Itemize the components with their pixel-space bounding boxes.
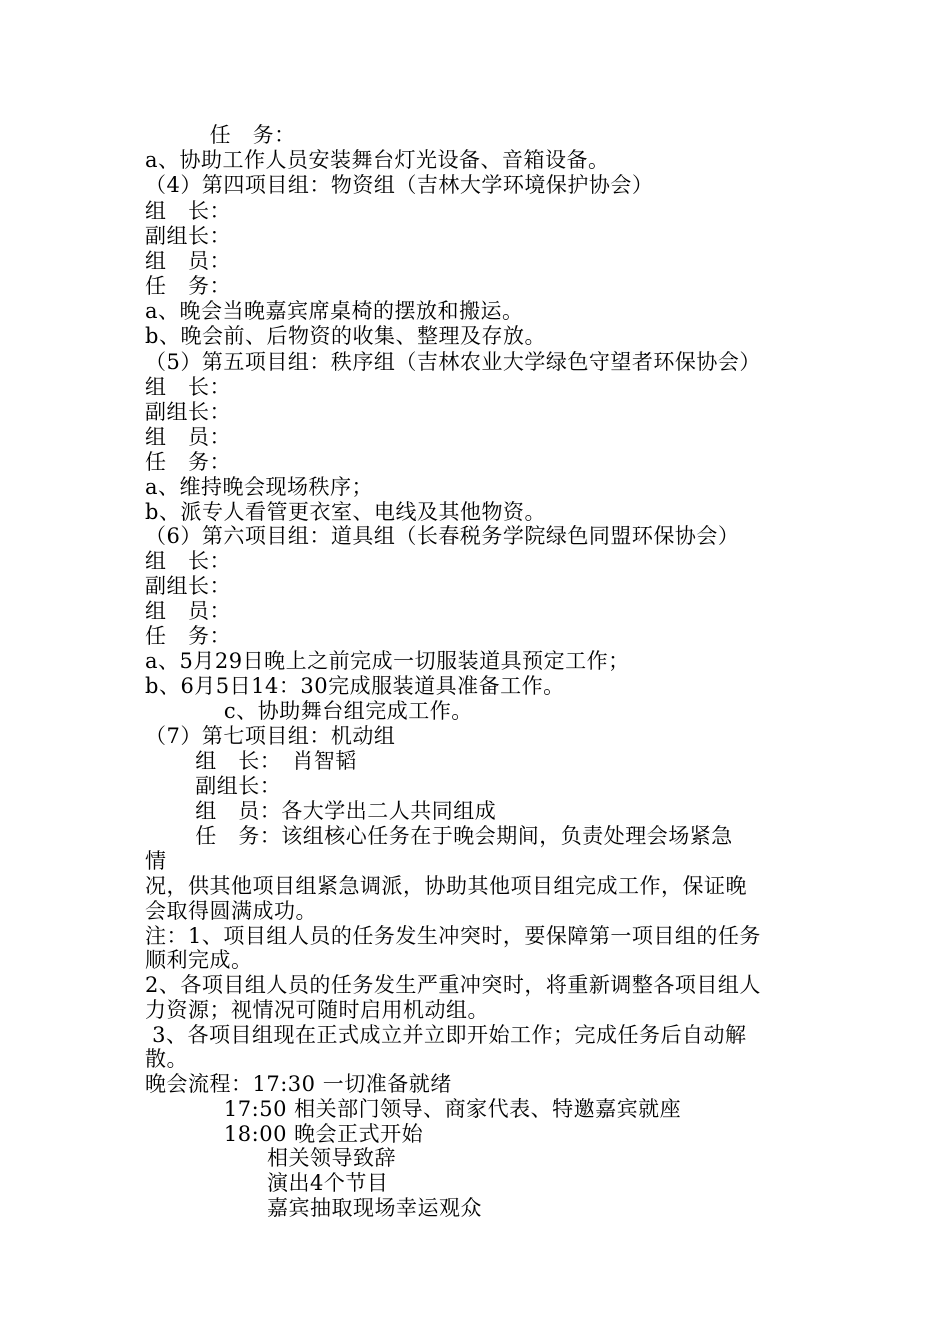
text-line: 嘉宾抽取现场幸运观众 bbox=[145, 1196, 482, 1220]
text-line: 任 务： bbox=[145, 274, 231, 298]
text-line: b、晚会前、后物资的收集、整理及存放。 bbox=[145, 324, 546, 348]
text-line: 况，供其他项目组紧急调派，协助其他项目组完成工作，保证晚 bbox=[145, 874, 747, 898]
text-line: 组 员： bbox=[145, 249, 231, 273]
text-line: 力资源；视情况可随时启用机动组。 bbox=[145, 998, 489, 1022]
text-line: 任 务： bbox=[145, 450, 231, 474]
text-line: c、协助舞台组完成工作。 bbox=[145, 699, 473, 723]
text-line: 副组长： bbox=[145, 400, 231, 424]
text-line: 组 员：各大学出二人共同组成 bbox=[145, 799, 497, 823]
text-line: 任 务：该组核心任务在于晚会期间，负责处理会场紧急 bbox=[145, 824, 733, 848]
text-line: 18:00 晚会正式开始 bbox=[145, 1122, 424, 1146]
text-line: 相关领导致辞 bbox=[145, 1146, 396, 1170]
text-line: b、派专人看管更衣室、电线及其他物资。 bbox=[145, 500, 546, 524]
text-line: 2、各项目组人员的任务发生严重冲突时，将重新调整各项目组人 bbox=[145, 973, 761, 997]
text-line: 任 务： bbox=[145, 123, 296, 147]
text-line: 情 bbox=[145, 849, 167, 873]
text-line: 注：1、项目组人员的任务发生冲突时，要保障第一项目组的任务 bbox=[145, 924, 761, 948]
text-line: （4）第四项目组：物资组（吉林大学环境保护协会） bbox=[145, 173, 654, 197]
text-line: （6）第六项目组：道具组（长春税务学院绿色同盟环保协会） bbox=[145, 524, 740, 548]
text-line: a、晚会当晚嘉宾席桌椅的摆放和搬运。 bbox=[145, 299, 524, 323]
text-line: 副组长： bbox=[145, 574, 231, 598]
text-line: a、维持晚会现场秩序； bbox=[145, 475, 374, 499]
text-line: （5）第五项目组：秩序组（吉林农业大学绿色守望者环保协会） bbox=[145, 350, 761, 374]
text-line: a、5月29日晚上之前完成一切服装道具预定工作； bbox=[145, 649, 630, 673]
text-line: 组 长： bbox=[145, 199, 231, 223]
text-line: 3、各项目组现在正式成立并立即开始工作；完成任务后自动解 bbox=[145, 1023, 747, 1047]
text-line: 组 员： bbox=[145, 599, 231, 623]
text-line: 演出4个节目 bbox=[145, 1171, 389, 1195]
text-line: 晚会流程：17:30 一切准备就绪 bbox=[145, 1072, 452, 1096]
text-line: 任 务： bbox=[145, 624, 231, 648]
text-line: 组 员： bbox=[145, 425, 231, 449]
text-line: 副组长： bbox=[145, 774, 282, 798]
text-line: 会取得圆满成功。 bbox=[145, 899, 317, 923]
text-line: （7）第七项目组：机动组 bbox=[145, 724, 396, 748]
text-line: 组 长： bbox=[145, 375, 231, 399]
text-line: 散。 bbox=[145, 1047, 188, 1071]
text-line: 组 长： 肖智韬 bbox=[145, 749, 357, 773]
text-line: 17:50 相关部门领导、商家代表、特邀嘉宾就座 bbox=[145, 1097, 682, 1121]
text-line: 顺利完成。 bbox=[145, 948, 253, 972]
text-line: b、6月5日14：30完成服装道具准备工作。 bbox=[145, 674, 565, 698]
text-line: 副组长： bbox=[145, 224, 231, 248]
text-line: a、协助工作人员安装舞台灯光设备、音箱设备。 bbox=[145, 148, 610, 172]
text-line: 组 长： bbox=[145, 549, 231, 573]
